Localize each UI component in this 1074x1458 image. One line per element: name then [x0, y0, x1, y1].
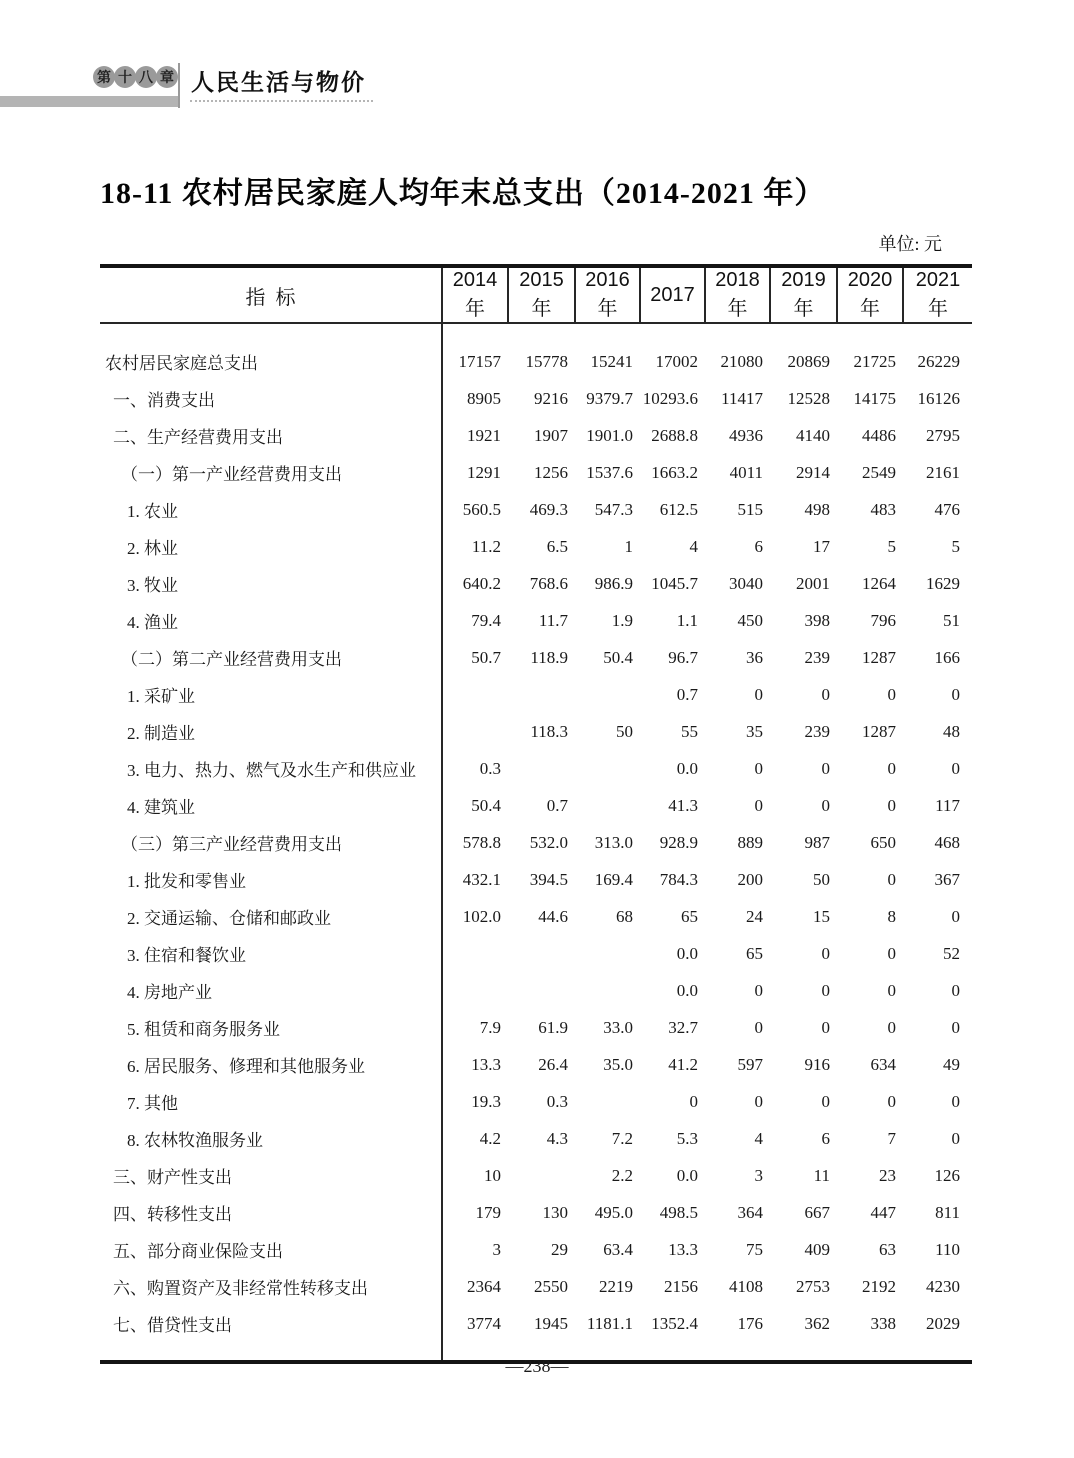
cell-value: 468: [934, 832, 960, 852]
cell-value: 2914: [796, 462, 830, 482]
cell-value: 68: [616, 906, 633, 926]
cell-value: 1045.7: [651, 573, 698, 593]
cell-value: 1.1: [676, 610, 698, 630]
cell-value: 1907: [534, 425, 568, 445]
cell-value: 29: [551, 1239, 568, 1259]
cell-value: 560.5: [462, 499, 501, 519]
cell-value: 928.9: [659, 832, 698, 852]
table-row: [100, 935, 972, 972]
row-label: 七、借贷性支出: [100, 1305, 442, 1362]
row-label: 六、购置资产及非经常性转移支出: [100, 1268, 442, 1305]
cell-value: 126: [934, 1165, 960, 1185]
cell-value: 578.8: [462, 832, 501, 852]
cell-value: 986.9: [594, 573, 633, 593]
table-row: [100, 1120, 972, 1157]
cell-value: 117: [935, 795, 960, 815]
year-column-header: 2021 年: [903, 266, 972, 323]
cell-value: 2.2: [611, 1165, 633, 1185]
chapter-badge-char: 八: [135, 66, 157, 88]
cell-value: 889: [737, 832, 763, 852]
cell-value: 0: [951, 1091, 960, 1111]
cell-value: 0: [951, 980, 960, 1000]
cell-value: 239: [804, 647, 830, 667]
cell-value: [575, 972, 640, 1009]
cell-value: 1.9: [611, 610, 633, 630]
table-row: [100, 417, 972, 454]
year-column-header: 2015 年: [508, 266, 575, 323]
year-column-header: 2020 年: [837, 266, 903, 323]
cell-value: 23: [879, 1165, 896, 1185]
cell-value: 63.4: [603, 1239, 633, 1259]
cell-value: 75: [746, 1239, 763, 1259]
cell-value: 8: [887, 906, 896, 926]
cell-value: 2156: [664, 1276, 698, 1296]
cell-value: 367: [934, 869, 960, 889]
cell-value: 5.3: [676, 1128, 698, 1148]
year-column-header: 2016 年: [575, 266, 640, 323]
row-label: 1. 农业: [100, 491, 442, 528]
row-label: 4. 建筑业: [100, 787, 442, 824]
cell-value: 2688.8: [651, 425, 698, 445]
cell-value: 7: [887, 1128, 896, 1148]
cell-value: 0: [887, 1017, 896, 1037]
cell-value: 483: [870, 499, 896, 519]
cell-value: 364: [737, 1202, 763, 1222]
row-label: 7. 其他: [100, 1083, 442, 1120]
cell-value: 1921: [467, 425, 501, 445]
cell-value: 432.1: [462, 869, 501, 889]
cell-value: 1629: [926, 573, 960, 593]
cell-value: 2364: [467, 1276, 501, 1296]
row-label: 6. 居民服务、修理和其他服务业: [100, 1046, 442, 1083]
cell-value: 11: [813, 1165, 830, 1185]
cell-value: 63: [879, 1239, 896, 1259]
row-label: 1. 批发和零售业: [100, 861, 442, 898]
table-row: [100, 972, 972, 1009]
page-number: —238—: [505, 1356, 569, 1376]
cell-value: 450: [737, 610, 763, 630]
cell-value: 200: [737, 869, 763, 889]
cell-value: [508, 750, 575, 787]
cell-value: 1537.6: [586, 462, 633, 482]
cell-value: 2192: [862, 1276, 896, 1296]
cell-value: 6: [754, 536, 763, 556]
indicator-column-header: 指 标: [100, 266, 442, 323]
cell-value: 4.3: [546, 1128, 568, 1148]
cell-value: 50: [813, 869, 830, 889]
cell-value: [575, 935, 640, 972]
cell-value: 0: [754, 980, 763, 1000]
cell-value: 0: [951, 1017, 960, 1037]
cell-value: 8905: [467, 388, 501, 408]
cell-value: 4011: [729, 462, 763, 482]
page-title: 18-11 农村居民家庭人均年末总支出（2014-2021 年）: [100, 177, 826, 210]
table-row: [100, 824, 972, 861]
cell-value: 79.4: [471, 610, 501, 630]
cell-value: 61.9: [538, 1017, 568, 1037]
cell-value: 409: [804, 1239, 830, 1259]
table-row: [100, 454, 972, 491]
row-label: 五、部分商业保险支出: [100, 1231, 442, 1268]
cell-value: [575, 750, 640, 787]
cell-value: 0: [887, 869, 896, 889]
cell-value: 515: [737, 499, 763, 519]
cell-value: 0: [887, 1091, 896, 1111]
cell-value: 4936: [729, 425, 763, 445]
row-label: （二）第二产业经营费用支出: [100, 639, 442, 676]
chapter-badge-char: 章: [156, 66, 178, 88]
row-label: 农村居民家庭总支出: [100, 323, 442, 380]
decorative-bar: [0, 96, 179, 107]
table-row: [100, 676, 972, 713]
cell-value: 0: [887, 684, 896, 704]
chapter-badge: [93, 66, 177, 88]
cell-value: 12528: [787, 388, 830, 408]
cell-value: 0.7: [676, 684, 698, 704]
cell-value: [508, 676, 575, 713]
cell-value: 0.3: [479, 758, 501, 778]
table-row: [100, 1231, 972, 1268]
cell-value: 0: [951, 1128, 960, 1148]
row-label: 8. 农林牧渔服务业: [100, 1120, 442, 1157]
cell-value: 1287: [862, 721, 896, 741]
cell-value: [508, 1157, 575, 1194]
row-label: 三、财产性支出: [100, 1157, 442, 1194]
cell-value: 15: [813, 906, 830, 926]
cell-value: 0: [821, 943, 830, 963]
cell-value: 796: [870, 610, 896, 630]
cell-value: 0: [754, 1091, 763, 1111]
cell-value: 0: [821, 758, 830, 778]
cell-value: 50.4: [471, 795, 501, 815]
cell-value: 768.6: [529, 573, 568, 593]
dotted-underline: [190, 100, 373, 102]
row-label: 二、生产经营费用支出: [100, 417, 442, 454]
cell-value: 179: [475, 1202, 501, 1222]
cell-value: 166: [934, 647, 960, 667]
table-header-row: [100, 266, 972, 323]
cell-value: 0.0: [676, 758, 698, 778]
cell-value: 5: [951, 536, 960, 556]
cell-value: 17157: [458, 351, 501, 371]
cell-value: 2753: [796, 1276, 830, 1296]
table-row: [100, 713, 972, 750]
cell-value: 0: [887, 795, 896, 815]
cell-value: 65: [746, 943, 763, 963]
cell-value: 239: [804, 721, 830, 741]
cell-value: 2795: [926, 425, 960, 445]
cell-value: 0.3: [546, 1091, 568, 1111]
cell-value: 1256: [534, 462, 568, 482]
cell-value: 916: [804, 1054, 830, 1074]
cell-value: 6.5: [546, 536, 568, 556]
table-row: [100, 528, 972, 565]
cell-value: 0: [821, 1017, 830, 1037]
cell-value: [575, 1083, 640, 1120]
cell-value: 48: [943, 721, 960, 741]
cell-value: 4.2: [479, 1128, 501, 1148]
cell-value: 447: [870, 1202, 896, 1222]
cell-value: 4: [689, 536, 698, 556]
cell-value: 784.3: [659, 869, 698, 889]
cell-value: 13.3: [668, 1239, 698, 1259]
cell-value: 811: [935, 1202, 960, 1222]
cell-value: 9216: [534, 388, 568, 408]
year-column-header: 2014 年: [442, 266, 508, 323]
row-label: 1. 采矿业: [100, 676, 442, 713]
cell-value: 21725: [853, 351, 896, 371]
cell-value: 4140: [796, 425, 830, 445]
cell-value: 4108: [729, 1276, 763, 1296]
cell-value: 44.6: [538, 906, 568, 926]
cell-value: 50: [616, 721, 633, 741]
cell-value: 50.4: [603, 647, 633, 667]
cell-value: 640.2: [462, 573, 501, 593]
table-row: [100, 639, 972, 676]
header-divider: [178, 63, 180, 108]
table-row: [100, 1009, 972, 1046]
cell-value: 19.3: [471, 1091, 501, 1111]
cell-value: 10: [484, 1165, 501, 1185]
table-row: [100, 323, 972, 380]
cell-value: 3040: [729, 573, 763, 593]
cell-value: 650: [870, 832, 896, 852]
cell-value: 2001: [796, 573, 830, 593]
cell-value: 35.0: [603, 1054, 633, 1074]
cell-value: 0: [821, 1091, 830, 1111]
cell-value: 0.0: [676, 943, 698, 963]
row-label: 一、消费支出: [100, 380, 442, 417]
table-body: [100, 323, 972, 1362]
cell-value: 32.7: [668, 1017, 698, 1037]
cell-value: 1663.2: [651, 462, 698, 482]
cell-value: 14175: [853, 388, 896, 408]
cell-value: 55: [681, 721, 698, 741]
cell-value: 110: [935, 1239, 960, 1259]
unit-label: 单位: 元: [878, 234, 942, 254]
chapter-badge-char: 第: [93, 66, 115, 88]
row-label: （三）第三产业经营费用支出: [100, 824, 442, 861]
cell-value: [442, 935, 508, 972]
cell-value: 476: [934, 499, 960, 519]
cell-value: 2161: [926, 462, 960, 482]
cell-value: 11.7: [538, 610, 568, 630]
table-row: [100, 1305, 972, 1362]
cell-value: 130: [542, 1202, 568, 1222]
cell-value: 362: [804, 1313, 830, 1333]
cell-value: 35: [746, 721, 763, 741]
table-row: [100, 602, 972, 639]
cell-value: 6: [821, 1128, 830, 1148]
table-row: [100, 1083, 972, 1120]
year-column-header: 2017: [640, 266, 705, 323]
table-row: [100, 861, 972, 898]
cell-value: 33.0: [603, 1017, 633, 1037]
cell-value: 597: [737, 1054, 763, 1074]
cell-value: 0.0: [676, 980, 698, 1000]
table-row: [100, 565, 972, 602]
cell-value: 176: [737, 1313, 763, 1333]
page-footer: [0, 1356, 1074, 1377]
table-row: [100, 1046, 972, 1083]
cell-value: 13.3: [471, 1054, 501, 1074]
cell-value: [442, 676, 508, 713]
cell-value: 15241: [590, 351, 633, 371]
row-label: 3. 牧业: [100, 565, 442, 602]
cell-value: 0: [821, 980, 830, 1000]
cell-value: 36: [746, 647, 763, 667]
table-row: [100, 898, 972, 935]
cell-value: 3: [492, 1239, 501, 1259]
cell-value: 547.3: [594, 499, 633, 519]
cell-value: [442, 972, 508, 1009]
cell-value: 3: [754, 1165, 763, 1185]
cell-value: 41.2: [668, 1054, 698, 1074]
cell-value: 17002: [655, 351, 698, 371]
year-column-header: 2018 年: [705, 266, 770, 323]
cell-value: 24: [746, 906, 763, 926]
cell-value: 0: [887, 943, 896, 963]
row-label: （一）第一产业经营费用支出: [100, 454, 442, 491]
cell-value: 1945: [534, 1313, 568, 1333]
cell-value: 5: [887, 536, 896, 556]
cell-value: 4486: [862, 425, 896, 445]
cell-value: 1264: [862, 573, 896, 593]
cell-value: 16126: [917, 388, 960, 408]
row-label: 四、转移性支出: [100, 1194, 442, 1231]
cell-value: [442, 713, 508, 750]
cell-value: 10293.6: [642, 388, 698, 408]
cell-value: 169.4: [594, 869, 633, 889]
chapter-badge-char: 十: [114, 66, 136, 88]
cell-value: 118.3: [530, 721, 568, 741]
cell-value: 495.0: [594, 1202, 633, 1222]
cell-value: 65: [681, 906, 698, 926]
cell-value: 52: [943, 943, 960, 963]
cell-value: 2550: [534, 1276, 568, 1296]
cell-value: 612.5: [659, 499, 698, 519]
cell-value: 667: [804, 1202, 830, 1222]
cell-value: 0.0: [676, 1165, 698, 1185]
cell-value: 498: [804, 499, 830, 519]
row-label: 2. 交通运输、仓储和邮政业: [100, 898, 442, 935]
cell-value: 0: [821, 795, 830, 815]
cell-value: 987: [804, 832, 830, 852]
cell-value: 118.9: [530, 647, 568, 667]
cell-value: 51: [943, 610, 960, 630]
cell-value: 20869: [787, 351, 830, 371]
cell-value: 394.5: [529, 869, 568, 889]
cell-value: 26229: [917, 351, 960, 371]
cell-value: 0.7: [546, 795, 568, 815]
cell-value: 0: [887, 758, 896, 778]
cell-value: 3774: [467, 1313, 501, 1333]
cell-value: 96.7: [668, 647, 698, 667]
cell-value: 41.3: [668, 795, 698, 815]
cell-value: 15778: [525, 351, 568, 371]
cell-value: 1901.0: [586, 425, 633, 445]
table-row: [100, 787, 972, 824]
cell-value: 469.3: [529, 499, 568, 519]
cell-value: 0: [754, 758, 763, 778]
data-table: [100, 264, 972, 1364]
cell-value: 498.5: [659, 1202, 698, 1222]
cell-value: 1291: [467, 462, 501, 482]
cell-value: 102.0: [462, 906, 501, 926]
row-label: 2. 制造业: [100, 713, 442, 750]
cell-value: 4: [754, 1128, 763, 1148]
table-row: [100, 1194, 972, 1231]
cell-value: 2219: [599, 1276, 633, 1296]
cell-value: 1287: [862, 647, 896, 667]
cell-value: 0: [951, 758, 960, 778]
row-label: 3. 住宿和餐饮业: [100, 935, 442, 972]
cell-value: 0: [951, 906, 960, 926]
cell-value: 7.9: [479, 1017, 501, 1037]
cell-value: 0: [754, 1017, 763, 1037]
row-label: 2. 林业: [100, 528, 442, 565]
chapter-title: 人民生活与物价: [191, 69, 366, 95]
cell-value: 634: [870, 1054, 896, 1074]
cell-value: 49: [943, 1054, 960, 1074]
cell-value: 532.0: [529, 832, 568, 852]
table-row: [100, 491, 972, 528]
table-row: [100, 1268, 972, 1305]
cell-value: 9379.7: [586, 388, 633, 408]
year-column-header: 2019 年: [770, 266, 837, 323]
row-label: 4. 渔业: [100, 602, 442, 639]
cell-value: [508, 935, 575, 972]
cell-value: 4230: [926, 1276, 960, 1296]
cell-value: [575, 787, 640, 824]
cell-value: 50.7: [471, 647, 501, 667]
cell-value: 338: [870, 1313, 896, 1333]
table-row: [100, 380, 972, 417]
row-label: 4. 房地产业: [100, 972, 442, 1009]
row-label: 3. 电力、热力、燃气及水生产和供应业: [100, 750, 442, 787]
cell-value: 313.0: [594, 832, 633, 852]
cell-value: 2029: [926, 1313, 960, 1333]
cell-value: 0: [754, 795, 763, 815]
cell-value: 11.2: [471, 536, 501, 556]
table-row: [100, 1157, 972, 1194]
cell-value: 7.2: [611, 1128, 633, 1148]
cell-value: 2549: [862, 462, 896, 482]
cell-value: 398: [804, 610, 830, 630]
cell-value: 21080: [720, 351, 763, 371]
cell-value: 0: [821, 684, 830, 704]
cell-value: 0: [689, 1091, 698, 1111]
table-row: [100, 750, 972, 787]
cell-value: 1: [624, 536, 633, 556]
cell-value: [508, 972, 575, 1009]
cell-value: 1181.1: [586, 1313, 633, 1333]
cell-value: [575, 676, 640, 713]
cell-value: 0: [887, 980, 896, 1000]
cell-value: 11417: [721, 388, 763, 408]
cell-value: 26.4: [538, 1054, 568, 1074]
cell-value: 17: [813, 536, 830, 556]
row-label: 5. 租赁和商务服务业: [100, 1009, 442, 1046]
cell-value: 1352.4: [651, 1313, 698, 1333]
cell-value: 0: [951, 684, 960, 704]
cell-value: 0: [754, 684, 763, 704]
